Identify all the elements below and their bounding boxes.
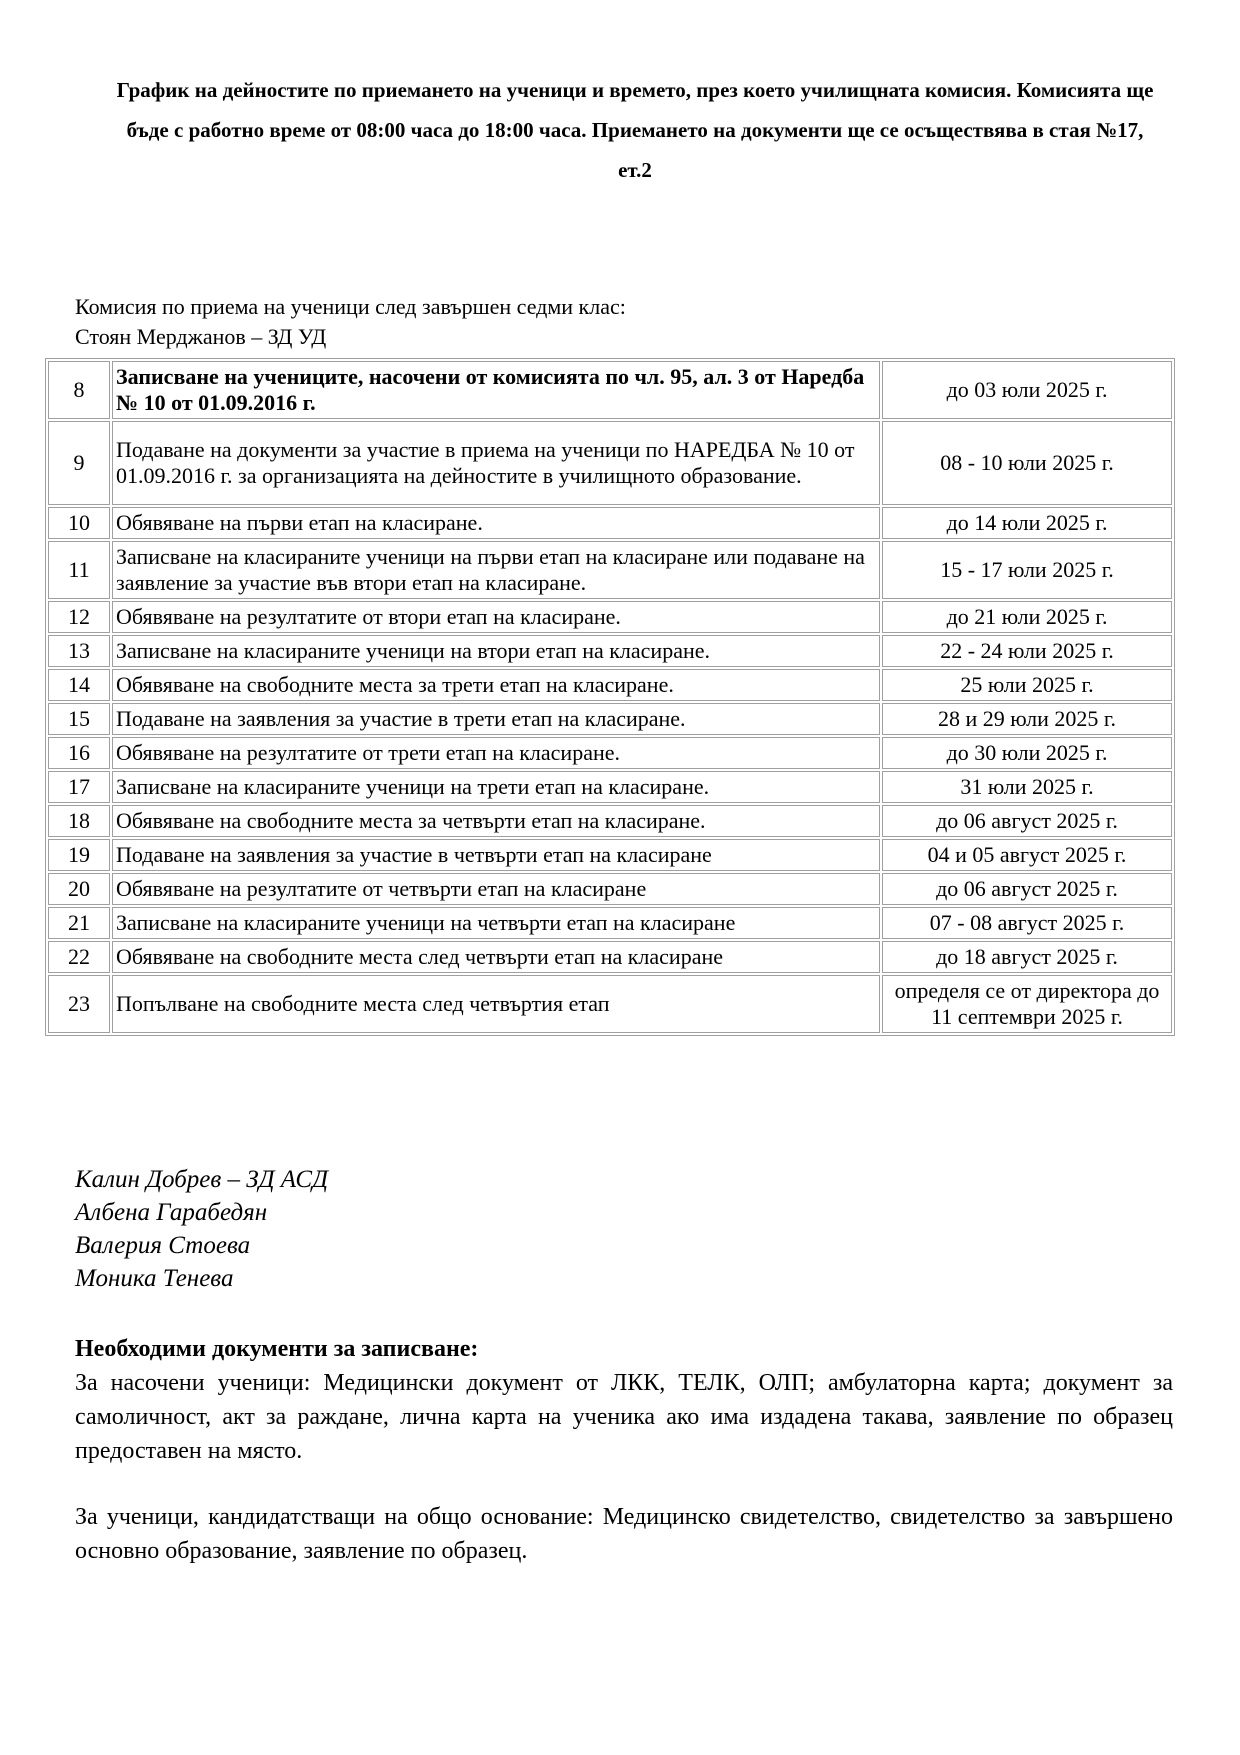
table-row xyxy=(48,907,1172,939)
table-row xyxy=(48,361,1172,419)
row-date: 28 и 29 юли 2025 г. xyxy=(882,703,1172,735)
row-activity: Подаване на заявления за участие в трети етап на класиране. xyxy=(112,703,880,735)
row-number: 12 xyxy=(48,601,110,633)
row-activity: Записване на класираните ученици на първи етап на класиране или подаване на заявление за участие във втори етап на класиране. xyxy=(112,541,880,599)
page-title: График на дейностите по приемането на ученици и времето, през което училищната комисия. Комисията ще бъде с работно време от 08:00 часа до 18:00 часа. Приемането на документи ще се осъществява в стая №17, ет.2 xyxy=(116,78,1154,182)
row-date: определя се от директора до 11 септември 2025 г. xyxy=(882,975,1172,1033)
row-number: 13 xyxy=(48,635,110,667)
row-number: 18 xyxy=(48,805,110,837)
row-date: 04 и 05 август 2025 г. xyxy=(882,839,1172,871)
row-number: 20 xyxy=(48,873,110,905)
row-activity: Обявяване на свободните места след четвърти етап на класиране xyxy=(112,941,880,973)
commission-label: Комисия по приема на ученици след завършен седми клас: xyxy=(75,294,626,319)
row-number: 15 xyxy=(48,703,110,735)
row-activity: Обявяване на първи етап на класиране. xyxy=(112,507,880,539)
row-number: 22 xyxy=(48,941,110,973)
table-row xyxy=(48,635,1172,667)
row-activity: Записване на класираните ученици на втори етап на класиране. xyxy=(112,635,880,667)
row-activity: Записване на класираните ученици на трети етап на класиране. xyxy=(112,771,880,803)
row-activity: Обявяване на резултатите от втори етап на класиране. xyxy=(112,601,880,633)
table-row xyxy=(48,975,1172,1033)
row-number: 9 xyxy=(48,421,110,505)
required-documents xyxy=(75,1332,1173,1568)
row-activity: Записване на класираните ученици на четвърти етап на класиране xyxy=(112,907,880,939)
table-row xyxy=(48,941,1172,973)
table-row xyxy=(48,805,1172,837)
row-number: 19 xyxy=(48,839,110,871)
commission-chair: Стоян Мерджанов – ЗД УД xyxy=(75,324,327,349)
table-row xyxy=(48,507,1172,539)
row-date: 31 юли 2025 г. xyxy=(882,771,1172,803)
row-activity: Попълване на свободните места след четвъртия етап xyxy=(112,975,880,1033)
row-number: 23 xyxy=(48,975,110,1033)
row-activity: Обявяване на свободните места за трети етап на класиране. xyxy=(112,669,880,701)
row-number: 8 xyxy=(48,361,110,419)
row-activity: Обявяване на резултатите от четвърти етап на класиране xyxy=(112,873,880,905)
row-number: 10 xyxy=(48,507,110,539)
table-row xyxy=(48,601,1172,633)
row-date: 15 - 17 юли 2025 г. xyxy=(882,541,1172,599)
schedule-table xyxy=(45,358,1175,1036)
row-number: 14 xyxy=(48,669,110,701)
row-date: до 30 юли 2025 г. xyxy=(882,737,1172,769)
member-name: Моника Тенева xyxy=(75,1265,234,1292)
row-date: до 18 август 2025 г. xyxy=(882,941,1172,973)
row-number: 16 xyxy=(48,737,110,769)
row-number: 17 xyxy=(48,771,110,803)
row-date: до 21 юли 2025 г. xyxy=(882,601,1172,633)
table-row xyxy=(48,541,1172,599)
row-activity: Записване на учениците, насочени от комисията по чл. 95, ал. 3 от Наредба № 10 от 01.09.2016 г. xyxy=(112,361,880,419)
row-date: 22 - 24 юли 2025 г. xyxy=(882,635,1172,667)
row-activity: Подаване на заявления за участие в четвърти етап на класиране xyxy=(112,839,880,871)
row-number: 21 xyxy=(48,907,110,939)
row-activity: Обявяване на резултатите от трети етап на класиране. xyxy=(112,737,880,769)
table-row xyxy=(48,737,1172,769)
member-name: Валерия Стоева xyxy=(75,1232,251,1259)
row-date: до 14 юли 2025 г. xyxy=(882,507,1172,539)
row-date: 08 - 10 юли 2025 г. xyxy=(882,421,1172,505)
table-row xyxy=(48,839,1172,871)
row-date: 07 - 08 август 2025 г. xyxy=(882,907,1172,939)
commission-block xyxy=(75,292,626,352)
row-date: до 03 юли 2025 г. xyxy=(882,361,1172,419)
member-name: Албена Гарабедян xyxy=(75,1199,268,1226)
documents-directed: За насочени ученици: Медицински документ от ЛКК, ТЕЛК, ОЛП; амбулаторна карта; документ за самоличност, акт за раждане, лична карта на ученика ако има издадена такава, заявление по образец предоставен на място. xyxy=(75,1370,1173,1464)
table-row xyxy=(48,703,1172,735)
member-name: Калин Добрев – ЗД АСД xyxy=(75,1166,329,1193)
row-date: до 06 август 2025 г. xyxy=(882,873,1172,905)
row-activity: Обявяване на свободните места за четвърти етап на класиране. xyxy=(112,805,880,837)
documents-general: За ученици, кандидатстващи на общо основание: Медицинско свидетелство, свидетелство за завършено основно образование, заявление по образец. xyxy=(75,1504,1173,1564)
row-date: 25 юли 2025 г. xyxy=(882,669,1172,701)
row-activity: Подаване на документи за участие в приема на ученици по НАРЕДБА № 10 от 01.09.2016 г. за организацията на дейностите в училищното образование. xyxy=(112,421,880,505)
table-row xyxy=(48,873,1172,905)
documents-heading: Необходими документи за записване: xyxy=(75,1336,479,1362)
row-date: до 06 август 2025 г. xyxy=(882,805,1172,837)
table-row xyxy=(48,421,1172,505)
table-row xyxy=(48,771,1172,803)
table-row xyxy=(48,669,1172,701)
row-number: 11 xyxy=(48,541,110,599)
commission-members xyxy=(75,1163,328,1295)
